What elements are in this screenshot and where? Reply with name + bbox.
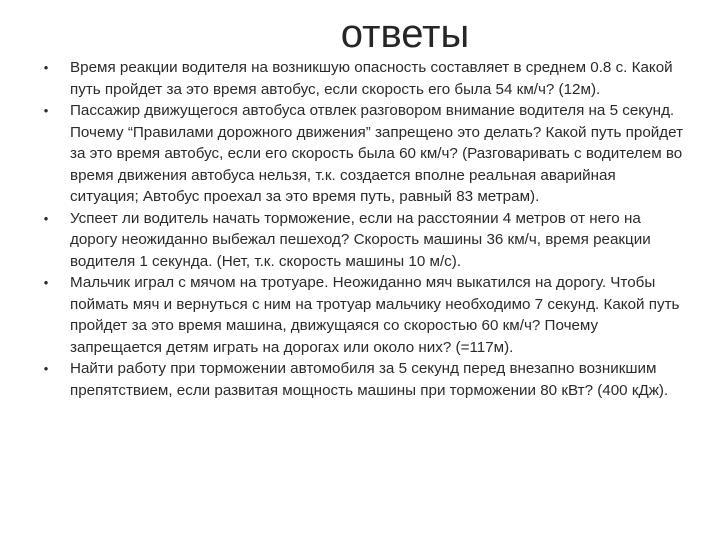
list-item [40, 358, 686, 401]
list-item-text: Время реакции водителя на возникшую опасность составляет в среднем 0.8 с. Какой путь пройдет за это время автобус, если скорость его была 54 км/ч? (12м). [70, 59, 673, 98]
list-item-text: Успеет ли водитель начать торможение, если на расстоянии 4 метров от него на дорогу неожиданно выбежал пешеход? Скорость машины 36 км/ч, время реакции водителя 1 секунда. (Нет, т.к. скорость машины 10 м/с). [70, 209, 651, 270]
bullet-icon: • [43, 103, 49, 118]
list-item [40, 208, 686, 273]
list-item-text: Найти работу при торможении автомобиля за 5 секунд перед внезапно возникшим препятствием, если развитая мощность машины при торможении 80 кВт? (400 кДж). [70, 360, 669, 399]
bullet-icon: • [43, 361, 49, 376]
answers-list [40, 57, 686, 401]
list-item-text: Мальчик играл с мячом на тротуаре. Неожиданно мяч выкатился на дорогу. Чтобы поймать мяч и вернуться с ним на тротуар мальчику необходимо 7 секунд. Какой путь пройдет за это время машина, движущаяся со скоростью 60 км/ч? Почему запрещается детям играть на дорогах или около них? (=117м). [70, 274, 680, 356]
bullet-icon: • [43, 60, 49, 75]
slide-title: ответы [340, 12, 470, 56]
bullet-icon: • [43, 275, 49, 290]
list-item [40, 57, 686, 100]
list-item-text: Пассажир движущегося автобуса отвлек разговором внимание водителя на 5 секунд. Почему “Правилами дорожного движения” запрещено это делать? Какой путь пройдет за это время автобус, если его скорость была 60 км/ч? (Разговаривать с водителем во время движения автобуса нельзя, т.к. создается вполне реальная аварийная ситуация; Автобус проехал за это время путь, равный 83 метрам). [70, 102, 684, 205]
list-item [40, 272, 686, 358]
bullet-icon: • [43, 210, 49, 226]
list-item [40, 100, 686, 208]
